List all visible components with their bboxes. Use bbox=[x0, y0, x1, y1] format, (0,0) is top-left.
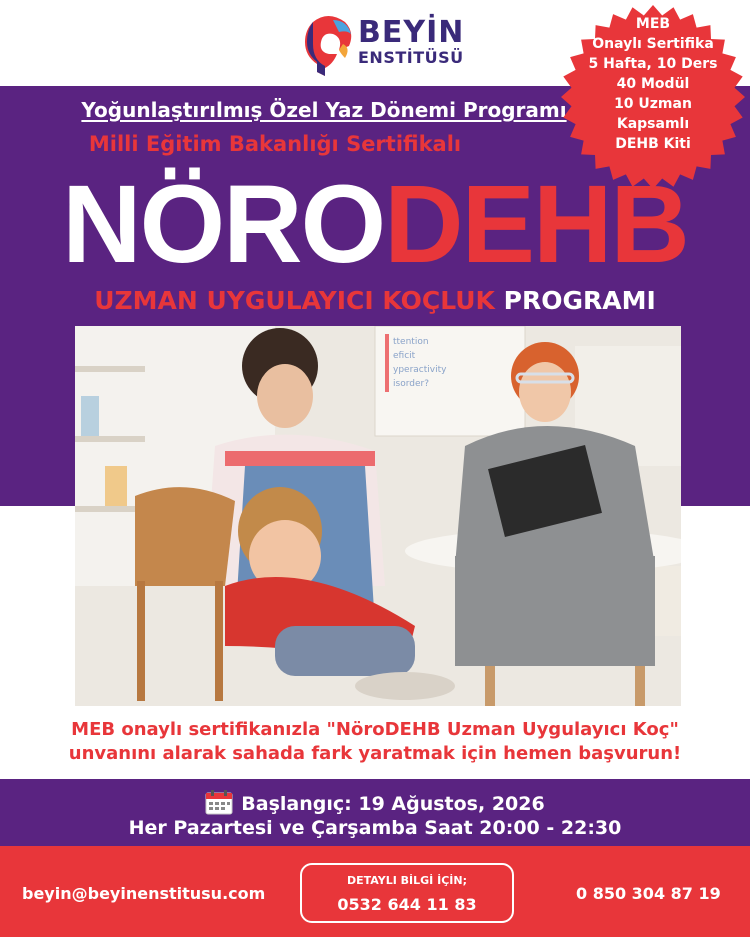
badge-line: MEB bbox=[635, 16, 671, 32]
info-label: DETAYLI BİLGİ İÇİN; bbox=[347, 874, 467, 887]
program-name-white: PROGRAMI bbox=[503, 286, 656, 315]
brand-logo bbox=[303, 12, 493, 80]
chart-word: ttention bbox=[393, 337, 429, 347]
chart-word: eficit bbox=[393, 351, 416, 361]
badge-line: DEHB Kiti bbox=[615, 136, 691, 152]
photo-frame-right bbox=[681, 326, 750, 506]
badge-line: 10 Uzman bbox=[614, 96, 692, 112]
badge-line: 5 Hafta, 10 Ders bbox=[588, 56, 718, 72]
certification-subtitle: Milli Eğitim Bakanlığı Sertifikalı bbox=[88, 132, 462, 156]
brand-name-line2: ENSTİTÜSÜ bbox=[358, 48, 464, 67]
badge-line: Onaylı Sertifika bbox=[592, 36, 714, 52]
hero-photo bbox=[75, 326, 681, 706]
calendar-icon bbox=[205, 789, 233, 815]
classroom-photo-illustration bbox=[75, 326, 681, 706]
title-red-part: DEHB bbox=[384, 163, 688, 286]
contact-email[interactable]: beyin@beyinenstitusu.com bbox=[22, 884, 266, 903]
contact-phone[interactable]: 0 850 304 87 19 bbox=[576, 884, 721, 903]
program-subtitle: Yoğunlaştırılmış Özel Yaz Dönemi Programı bbox=[81, 98, 567, 122]
start-date-text: Başlangıç: 19 Ağustos, 2026 bbox=[241, 793, 545, 815]
start-date bbox=[0, 789, 750, 815]
brain-logo-icon bbox=[303, 14, 353, 76]
class-days: Her Pazartesi ve Çarşamba Saat 20:00 - 22:30 bbox=[128, 817, 622, 839]
info-phone[interactable]: 0532 644 11 83 bbox=[337, 895, 477, 914]
badge-line: 40 Modül bbox=[616, 76, 690, 92]
cta-line: unvanını alarak sahada fark yaratmak için hemen başvurun! bbox=[68, 743, 682, 764]
chart-word: yperactivity bbox=[393, 365, 447, 375]
program-name bbox=[0, 286, 750, 315]
program-name-red: UZMAN UYGULAYICI KOÇLUK bbox=[94, 286, 495, 315]
brand-name-line1: BEYİN bbox=[358, 15, 465, 50]
cta-line: MEB onaylı sertifikanızla "NöroDEHB Uzman Uygulayıcı Koç" bbox=[71, 719, 679, 740]
call-to-action bbox=[0, 718, 750, 766]
photo-frame-left bbox=[0, 326, 75, 506]
chart-word: isorder? bbox=[393, 379, 429, 389]
badge-line: Kapsamlı bbox=[616, 116, 690, 132]
info-phone-box[interactable] bbox=[300, 863, 514, 923]
certificate-badge bbox=[560, 4, 746, 190]
title-white-part: NÖRO bbox=[62, 163, 385, 286]
